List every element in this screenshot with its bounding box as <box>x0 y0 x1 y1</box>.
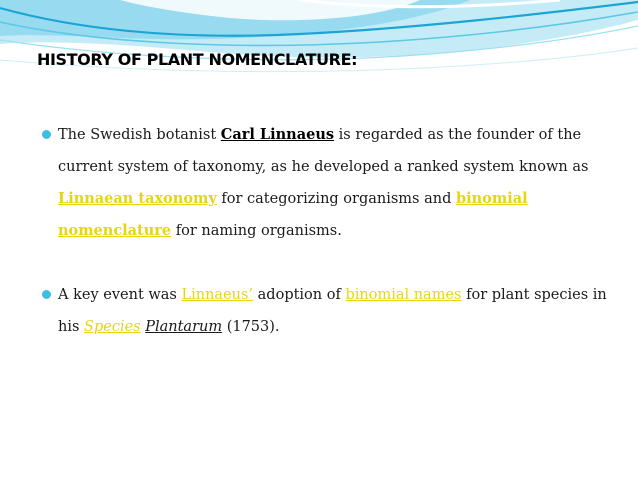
linnaean-taxonomy-link[interactable]: Linnaean taxonomy <box>58 190 217 207</box>
plantarum-text: Plantarum <box>145 319 223 335</box>
bullet-item <box>42 119 612 247</box>
bullet-text: (1753). <box>222 319 280 335</box>
bullet-text: for plant species in his <box>58 287 607 335</box>
bullet-dot-icon <box>42 130 51 139</box>
bullet-item <box>42 279 612 343</box>
linnaeus-link[interactable]: Linnaeus’ <box>181 287 254 303</box>
slide-title: HISTORY OF PLANT NOMENCLATURE: <box>37 50 358 69</box>
bullet-text: adoption of <box>253 287 346 303</box>
species-link[interactable]: Species <box>84 319 141 335</box>
bullet-text: The Swedish botanist <box>58 127 221 143</box>
bullet-text: A key event was <box>58 287 182 303</box>
bullet-dot-icon <box>42 290 51 299</box>
bullet-list <box>42 119 612 343</box>
bullet-text: for naming organisms. <box>171 223 342 239</box>
bullet-text: is regarded as the founder of the current system of taxonomy, as he developed a ranked system known as <box>58 127 589 175</box>
bullet-text: for categorizing organisms and <box>216 191 456 207</box>
binomial-nomenclature-link[interactable]: binomial nomenclature <box>58 190 528 239</box>
carl-linnaeus-name: Carl Linnaeus <box>220 126 335 143</box>
binomial-names-link[interactable]: binomial names <box>345 287 462 303</box>
